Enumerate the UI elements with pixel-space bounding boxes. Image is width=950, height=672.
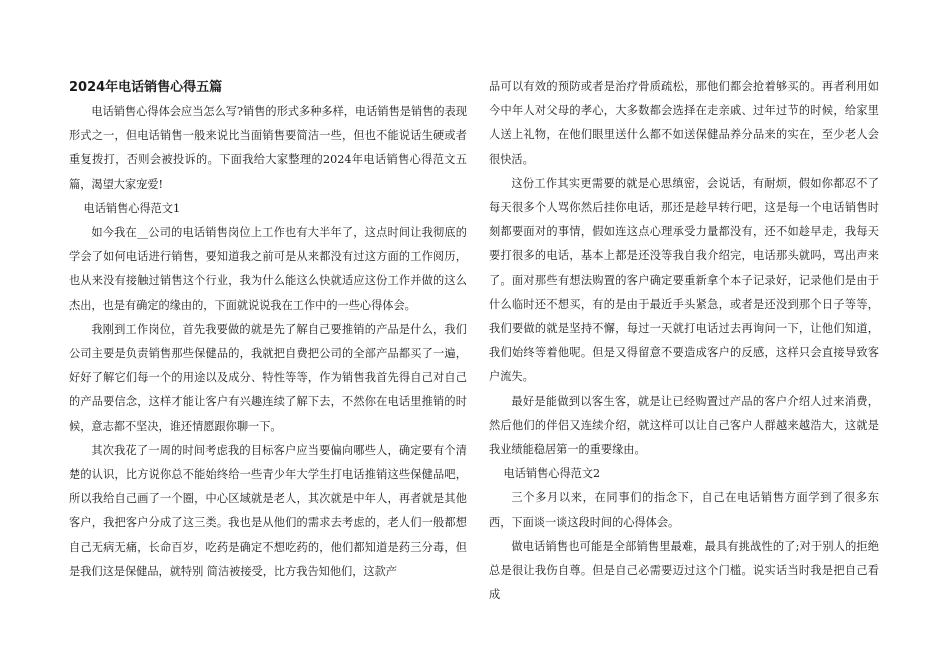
body-paragraph: 我刚到工作岗位，首先我要做的就是先了解自己要推销的产品是什么，我们公司主要是负责销售那些保健品的，我就把自费把公司的全部产品都买了一遍，好好了解它们每一个的用途以及成分、特性等等，作为销售我首先得自己对自己的产品要信念，这样才能让客户有兴趣连续了解下去，不然你在电话里推销的时候，意志都不坚决，谁还情愿跟你聊一下。: [69, 322, 467, 433]
body-paragraph: 三个多月以来，在同事们的指念下，自己在电话销售方面学到了很多东西，下面谈一谈这段时间的心得体会。: [489, 491, 879, 529]
right-column: [489, 75, 879, 607]
body-paragraph: 其次我花了一周的时间考虑我的目标客户应当要偏向哪些人，确定要有个清楚的认识，比方说你总不能始终给一些青少年大学生打电话推销这些保健品吧，所以我给自己画了一个圈，中心区域就是老人，其次就是中年人，再者就是其他客户，我把客户分成了这三类。我也是从他们的需求去考虑的，老人们一般都想自己无病无痛，长命百岁，吃药是确定不想吃药的，他们都知道是药三分毒，但是我们这是保健品，就特别 简洁被接受，比方我告知他们，这款产: [69, 443, 467, 578]
body-paragraph: 这份工作其实更需要的就是心思缜密，会说话，有耐烦，假如你都忍不了每天很多个人骂你然后挂你电话，那还是趁早转行吧，这是每一个电话销售时刻都要面对的事情，假如连这点心理承受力量都没有，还不如趁早走，我每天要打很多的电话，基本上都是还没等我自我介绍完，电话那头就吗，骂出声来了。面对那些有想法购置的客户确定要重新拿个本子记录好，记录他们是由于什么临时还不想买，有的是由于最近手头紧急，或者是还没到那个日子等等，我们要做的就是坚持不懈，每过一天就打电话过去再询问一下，让他们知道，我们始终等着他呢。但是又得留意不要造成客户的反感，这样只会直接导致客户流失。: [489, 176, 879, 384]
document-title: 2024年电话销售心得五篇: [69, 80, 223, 95]
body-paragraph: 做电话销售也可能是全部销售里最难，最具有挑战性的了;对于别人的拒绝总是很让我伤自尊。但是自己必需要迈过这个门槛。说实话当时我是把自己看成: [489, 539, 879, 602]
section-heading-1: 电话销售心得范文1: [83, 201, 181, 215]
left-column: [69, 100, 467, 584]
body-paragraph-continued: 品可以有效的预防或者是治疗骨质疏松，那他们都会抢着够买的。再者利用如今中年人对父母的孝心，大多数都会选择在走亲戚、过年过节的时候，给家里人送上礼物，在他们眼里送什么都不如送保健品养分品来的实在，至少老人会很快活。: [489, 80, 879, 166]
body-paragraph: 如今我在__公司的电话销售岗位上工作也有大半年了，这点时间让我彻底的学会了如何电话进行销售，要知道我之前可是从来都没有过这方面的工作阅历，也从来没有接触过销售这个行业，我为什么能这么快就适应这份工作并做的这么杰出，也是有确定的缘由的，下面就说说我在工作中的一些心得体会。: [69, 226, 467, 312]
body-paragraph: 最好是能做到以客生客，就是让已经购置过产品的客户介绍人过来消费，然后他们的伴侣又连续介绍，就这样可以让自己客户人群越来越浩大，这就是我业绩能稳居第一的重要缘由。: [489, 394, 879, 457]
section-heading-2: 电话销售心得范文2: [503, 467, 601, 481]
intro-paragraph: 电话销售心得体会应当怎么写?销售的形式多种多样，电话销售是销售的表现形式之一，但电话销售一般来说比当面销售要简洁一些，但也不能说话生硬或者重复拨打，否则会被投诉的。下面我给大家整理的2024年电话销售心得范文五篇，渴望大家宠爱!: [69, 105, 467, 191]
